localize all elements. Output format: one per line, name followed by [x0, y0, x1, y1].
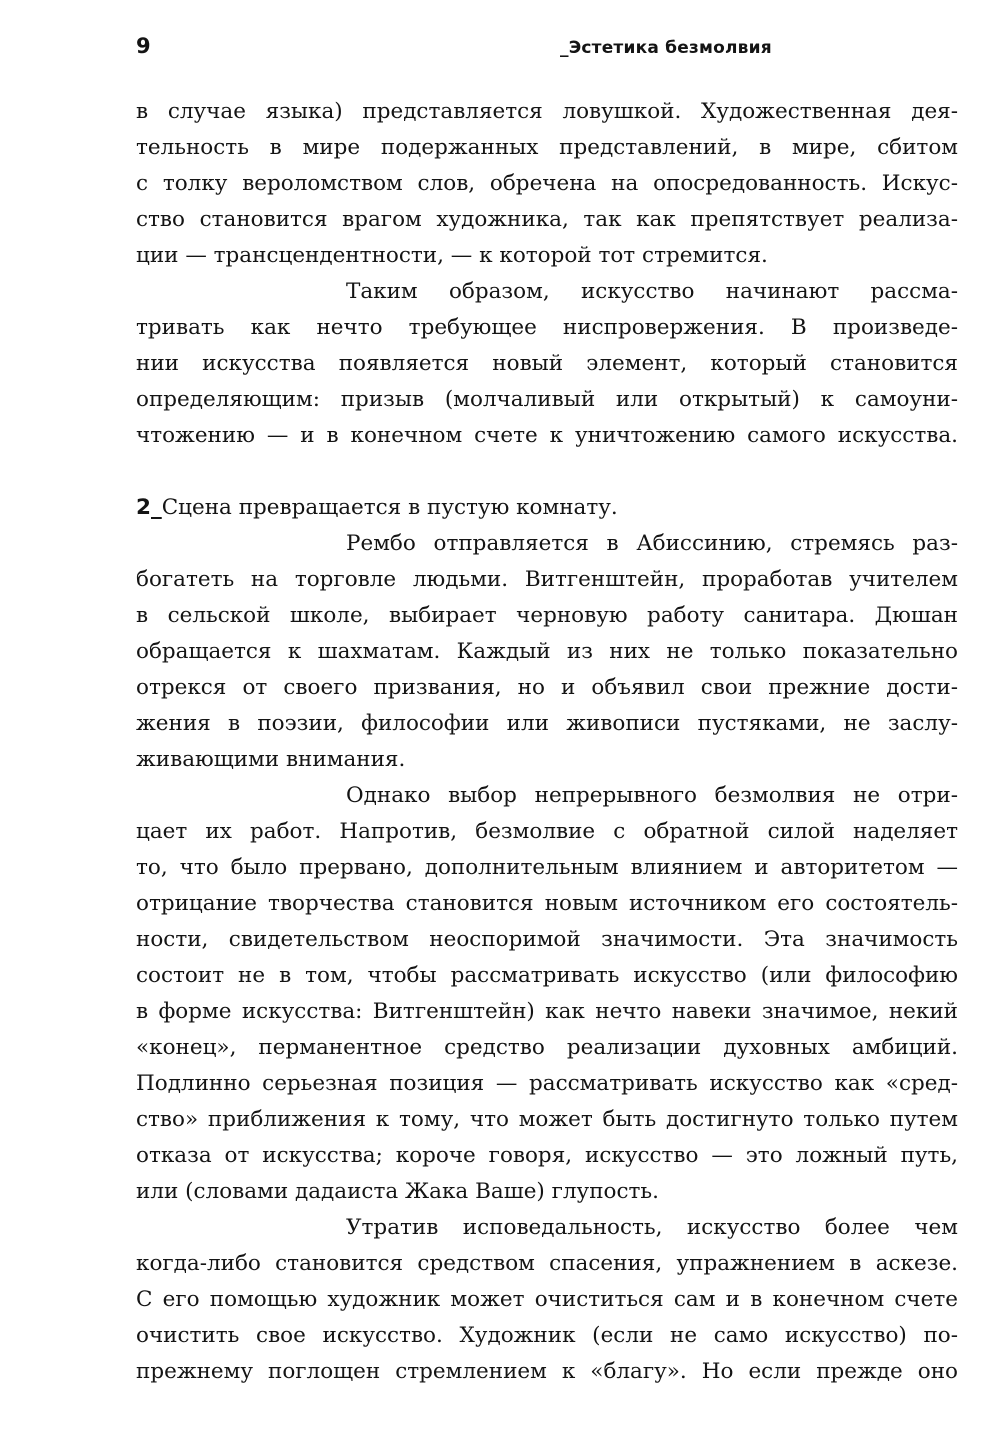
text-line: с толку вероломством слов, обречена на опосредованность. Искус- — [136, 171, 958, 196]
text-line: С его помощью художник может очиститься сам и в конечном счете — [136, 1287, 958, 1312]
text-line: очистить свое искусство. Художник (если не само искусство) по- — [136, 1323, 958, 1348]
page-number: 9 — [136, 34, 151, 58]
paragraph-1 — [136, 94, 958, 274]
text-line: отрицание творчества становится новым источником его состоятель- — [136, 891, 958, 916]
text-line: чтожению — и в конечном счете к уничтожению самого искусства. — [136, 423, 958, 448]
text-line: ности, свидетельством неоспоримой значимости. Эта значимость — [136, 927, 958, 952]
paragraph-4 — [136, 778, 958, 1210]
text-line: в сельской школе, выбирает черновую работу санитара. Дюшан — [136, 603, 958, 628]
paragraph-2 — [136, 274, 958, 454]
section-heading-line — [136, 490, 958, 526]
text-line: ции — трансцендентности, — к которой тот стремится. — [136, 243, 768, 268]
text-line: определяющим: призыв (молчаливый или открытый) к самоуни- — [136, 387, 958, 412]
text-line: Подлинно серьезная позиция — рассматривать искусство как «сред- — [136, 1071, 958, 1096]
text-line: ство» приближения к тому, что может быть достигнуто только путем — [136, 1107, 958, 1132]
text-line: то, что было прервано, дополнительным влиянием и авторитетом — — [136, 855, 958, 880]
text-line: Однако выбор непрерывного безмолвия не отри- — [346, 783, 958, 808]
text-line: богатеть на торговле людьми. Витгенштейн, проработав учителем — [136, 567, 958, 592]
text-line: прежнему поглощен стремлением к «благу». Но если прежде оно — [136, 1359, 958, 1384]
text-line: или (словами дадаиста Жака Ваше) глупость. — [136, 1179, 659, 1204]
paragraph-3 — [136, 526, 958, 778]
text-line: нии искусства появляется новый элемент, который становится — [136, 351, 958, 376]
text-line: тривать как нечто требующее ниспровержения. В произведе- — [136, 315, 958, 340]
text-line: жения в поэзии, философии или живописи пустяками, не заслу- — [136, 711, 958, 736]
text-line: ство становится врагом художника, так как препятствует реализа- — [136, 207, 958, 232]
text-line: когда-либо становится средством спасения, упражнением в аскезе. — [136, 1251, 958, 1276]
text-line: в случае языка) представляется ловушкой. Художественная дея- — [136, 99, 958, 124]
text-line: состоит не в том, чтобы рассматривать искусство (или философию — [136, 963, 958, 988]
text-line: в форме искусства: Витгенштейн) как нечто навеки значимое, некий — [136, 999, 958, 1024]
text-line: живающими внимания. — [136, 747, 406, 772]
section-title: Сцена превращается в пустую комнату. — [161, 495, 618, 520]
text-line: Таким образом, искусство начинают рассма- — [346, 279, 958, 304]
text-line: обращается к шахматам. Каждый из них не только показательно — [136, 639, 958, 664]
text-line: Рембо отправляется в Абиссинию, стремясь раз- — [346, 531, 958, 556]
text-line: «конец», перманентное средство реализации духовных амбиций. — [136, 1035, 958, 1060]
section-number: 2_ — [136, 495, 162, 520]
text-line: тельность в мире подержанных представлений, в мире, сбитом — [136, 135, 958, 160]
text-line: отказа от искусства; короче говоря, искусство — это ложный путь, — [136, 1143, 958, 1168]
text-line: Утратив исповедальность, искусство более чем — [346, 1215, 958, 1240]
section-2-heading — [136, 490, 958, 526]
paragraph-5 — [136, 1210, 958, 1390]
text-line: отрекся от своего призвания, но и объявил свои прежние дости- — [136, 675, 958, 700]
text-line: цает их работ. Напротив, безмолвие с обратной силой наделяет — [136, 819, 958, 844]
running-header: _Эстетика безмолвия — [560, 38, 772, 58]
